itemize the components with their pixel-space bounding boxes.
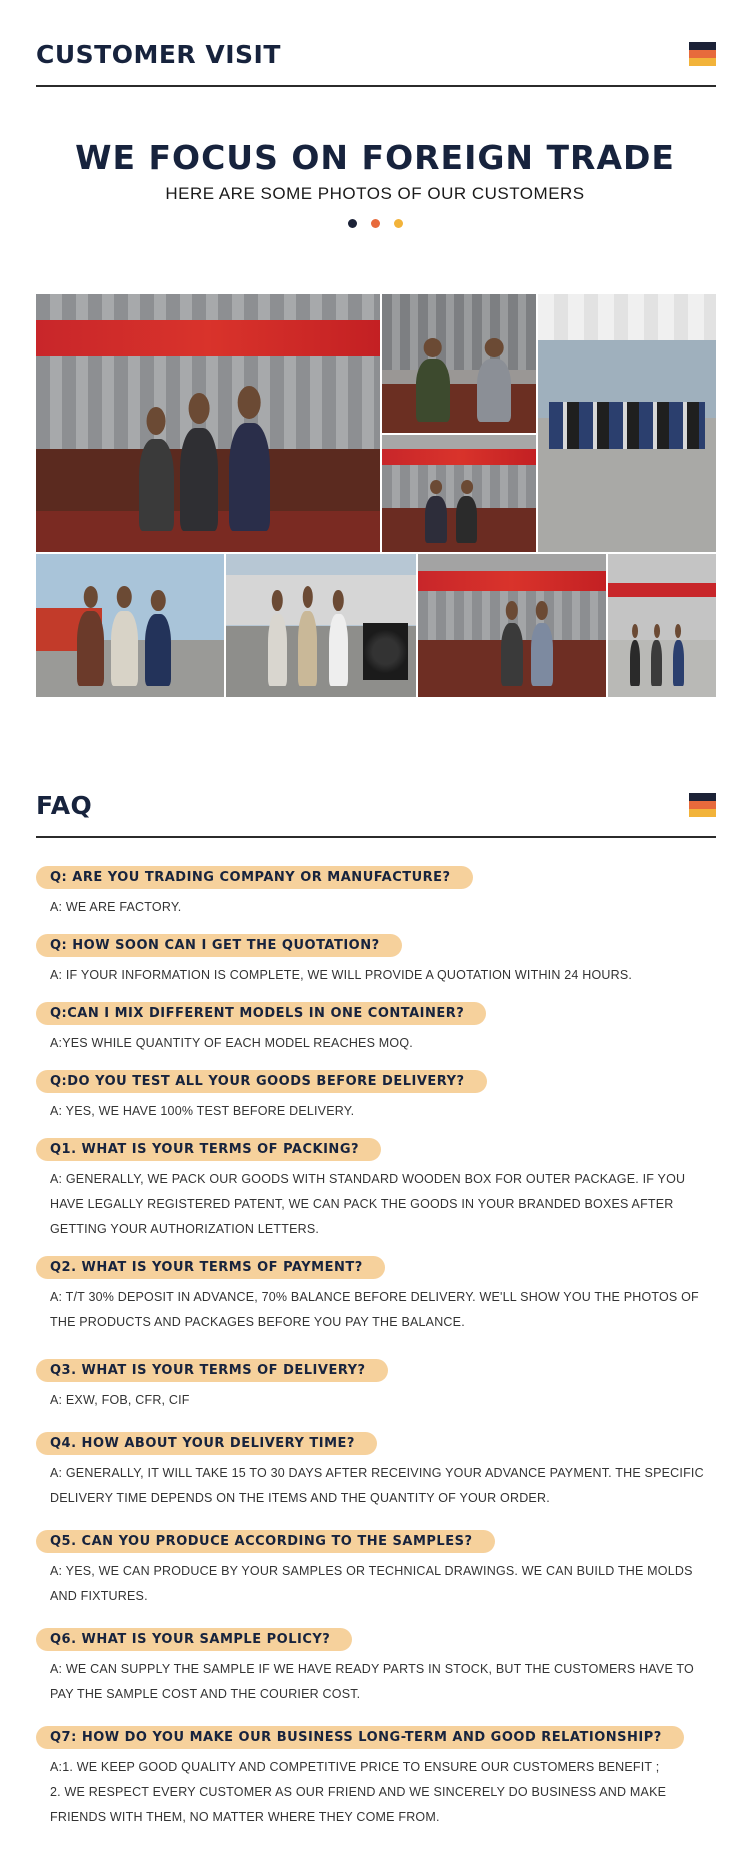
- answer-line: A: GENERALLY, IT WILL TAKE 15 TO 30 DAYS AFTER RECEIVING YOUR ADVANCE PAYMENT. THE SPECIFIC: [50, 1466, 704, 1480]
- faq-question: Q1. WHAT IS YOUR TERMS OF PACKING?: [36, 1138, 381, 1161]
- decorative-dots: [0, 219, 750, 228]
- faq-item: [36, 1359, 716, 1413]
- faq-answer: [36, 1461, 716, 1511]
- answer-line: A:1. WE KEEP GOOD QUALITY AND COMPETITIVE PRICE TO ENSURE OUR CUSTOMERS BENEFIT ;: [50, 1760, 660, 1774]
- faq-question: Q: HOW SOON CAN I GET THE QUOTATION?: [36, 934, 402, 957]
- faq-answer: [36, 1031, 716, 1056]
- faq-answer: [36, 1559, 716, 1609]
- customer-photo: [226, 554, 416, 697]
- flag-icon: [689, 42, 716, 66]
- answer-line: A: YES, WE CAN PRODUCE BY YOUR SAMPLES OR TECHNICAL DRAWINGS. WE CAN BUILD THE MOLDS: [50, 1564, 693, 1578]
- customer-photo: [36, 294, 380, 552]
- faq-answer: [36, 1388, 716, 1413]
- focus-subtitle: HERE ARE SOME PHOTOS OF OUR CUSTOMERS: [165, 184, 585, 203]
- faq-item: [36, 1138, 716, 1242]
- faq-question: Q5. CAN YOU PRODUCE ACCORDING TO THE SAMPLES?: [36, 1530, 495, 1553]
- faq-item: [36, 866, 716, 920]
- answer-line: HAVE LEGALLY REGISTERED PATENT, WE CAN PACK THE GOODS IN YOUR BRANDED BOXES AFTER: [50, 1197, 674, 1211]
- section-title: FAQ: [36, 791, 93, 820]
- faq-answer: [36, 1099, 716, 1124]
- faq-question: Q7: HOW DO YOU MAKE OUR BUSINESS LONG-TERM AND GOOD RELATIONSHIP?: [36, 1726, 684, 1749]
- answer-line: A: GENERALLY, WE PACK OUR GOODS WITH STANDARD WOODEN BOX FOR OUTER PACKAGE. IF YOU: [50, 1172, 686, 1186]
- section-title: CUSTOMER VISIT: [36, 40, 281, 69]
- answer-line: A:YES WHILE QUANTITY OF EACH MODEL REACHES MOQ.: [50, 1036, 413, 1050]
- faq-answer: [36, 1167, 716, 1242]
- faq-item: [36, 1256, 716, 1335]
- faq-question: Q:DO YOU TEST ALL YOUR GOODS BEFORE DELIVERY?: [36, 1070, 487, 1093]
- answer-line: DELIVERY TIME DEPENDS ON THE ITEMS AND THE QUANTITY OF YOUR ORDER.: [50, 1491, 550, 1505]
- divider: [36, 836, 716, 838]
- answer-line: AND FIXTURES.: [50, 1589, 148, 1603]
- faq-item: [36, 934, 716, 988]
- faq-question: Q: ARE YOU TRADING COMPANY OR MANUFACTURE?: [36, 866, 473, 889]
- faq-item: [36, 1628, 716, 1707]
- faq-question: Q4. HOW ABOUT YOUR DELIVERY TIME?: [36, 1432, 377, 1455]
- faq-question: Q2. WHAT IS YOUR TERMS OF PAYMENT?: [36, 1256, 385, 1279]
- faq-answer: [36, 1657, 716, 1707]
- answer-line: A: WE CAN SUPPLY THE SAMPLE IF WE HAVE READY PARTS IN STOCK, BUT THE CUSTOMERS HAVE TO: [50, 1662, 694, 1676]
- answer-line: PAY THE SAMPLE COST AND THE COURIER COST.: [50, 1687, 361, 1701]
- answer-line: A: EXW, FOB, CFR, CIF: [50, 1393, 190, 1407]
- customer-photo: [382, 294, 536, 433]
- customer-photo: [382, 435, 536, 552]
- customer-photo: [36, 554, 224, 697]
- customer-visit-header: [36, 40, 716, 90]
- faq-item: [36, 1070, 716, 1124]
- faq-answer: [36, 1285, 716, 1335]
- faq-answer: [36, 963, 716, 988]
- faq-item: [36, 1726, 716, 1830]
- faq-header: [36, 791, 716, 841]
- answer-line: A: T/T 30% DEPOSIT IN ADVANCE, 70% BALANCE BEFORE DELIVERY. WE'LL SHOW YOU THE PHOTOS OF: [50, 1290, 699, 1304]
- customer-photo: [538, 294, 716, 552]
- answer-line: THE PRODUCTS AND PACKAGES BEFORE YOU PAY THE BALANCE.: [50, 1315, 465, 1329]
- answer-line: A: WE ARE FACTORY.: [50, 900, 182, 914]
- faq-question: Q3. WHAT IS YOUR TERMS OF DELIVERY?: [36, 1359, 388, 1382]
- faq-item: [36, 1002, 716, 1056]
- customer-photo: [608, 554, 716, 697]
- faq-answer: [36, 895, 716, 920]
- answer-line: FRIENDS WITH THEM, NO MATTER WHERE THEY COME FROM.: [50, 1810, 440, 1824]
- answer-line: A: YES, WE HAVE 100% TEST BEFORE DELIVERY.: [50, 1104, 355, 1118]
- answer-line: 2. WE RESPECT EVERY CUSTOMER AS OUR FRIEND AND WE SINCERELY DO BUSINESS AND MAKE: [50, 1785, 667, 1799]
- faq-question: Q6. WHAT IS YOUR SAMPLE POLICY?: [36, 1628, 352, 1651]
- faq-question: Q:CAN I MIX DIFFERENT MODELS IN ONE CONTAINER?: [36, 1002, 486, 1025]
- focus-title: WE FOCUS ON FOREIGN TRADE: [75, 138, 675, 177]
- faq-item: [36, 1432, 716, 1511]
- customer-photo: [418, 554, 606, 697]
- faq-answer: [36, 1755, 716, 1830]
- answer-line: A: IF YOUR INFORMATION IS COMPLETE, WE WILL PROVIDE A QUOTATION WITHIN 24 HOURS.: [50, 968, 633, 982]
- flag-icon: [689, 793, 716, 817]
- faq-item: [36, 1530, 716, 1609]
- answer-line: GETTING YOUR AUTHORIZATION LETTERS.: [50, 1222, 320, 1236]
- divider: [36, 85, 716, 87]
